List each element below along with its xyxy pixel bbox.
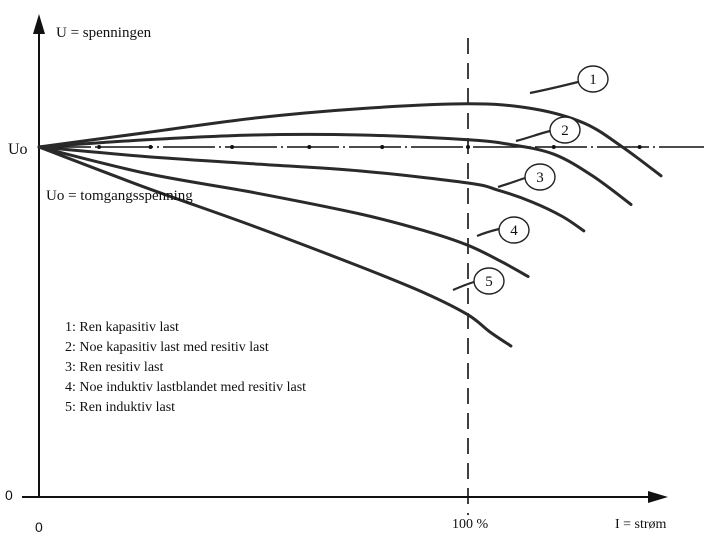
leader-line-5 [453,282,474,290]
leader-line-1 [530,82,578,93]
leader-line-3 [498,178,525,187]
curve-label-2: 2 [561,123,569,139]
reference-dot-8 [638,145,642,149]
x-axis-arrow-icon [648,491,668,503]
y-reference-note: Uo = tomgangsspenning [46,188,193,204]
legend-item-5: 5: Ren induktiv last [65,400,176,415]
curve-label-4: 4 [510,223,518,239]
curve-label-3: 3 [536,170,544,186]
reference-dot-4 [307,145,311,149]
leader-line-4 [477,229,499,236]
curve-label-1: 1 [589,72,597,88]
leader-line-2 [516,131,550,141]
reference-dot-6 [466,145,470,149]
reference-dot-3 [230,145,234,149]
legend-item-4: 4: Noe induktiv lastblandet med resitiv last [65,380,307,395]
reference-dot-5 [380,145,384,149]
curve-labels [453,66,608,294]
legend-item-3: 3: Ren resitiv last [65,360,164,375]
curve-label-5: 5 [485,274,493,290]
origin-y-label: 0 [5,487,13,503]
curve-5 [39,147,511,346]
y-axis-arrow-icon [33,14,45,34]
y-axis-label: U = spenningen [56,25,152,41]
legend [65,320,306,415]
x-axis-label: I = strøm [615,517,667,532]
reference-dot-1 [97,145,101,149]
origin-x-label: 0 [35,519,43,535]
legend-item-2: 2: Noe kapasitiv last med resitiv last [65,340,269,355]
reference-dot-2 [149,145,153,149]
legend-item-1: 1: Ren kapasitiv last [65,320,179,335]
reference-dot-7 [552,145,556,149]
x-marker-label: 100 % [452,517,489,532]
y-reference-label: Uo [8,141,28,158]
